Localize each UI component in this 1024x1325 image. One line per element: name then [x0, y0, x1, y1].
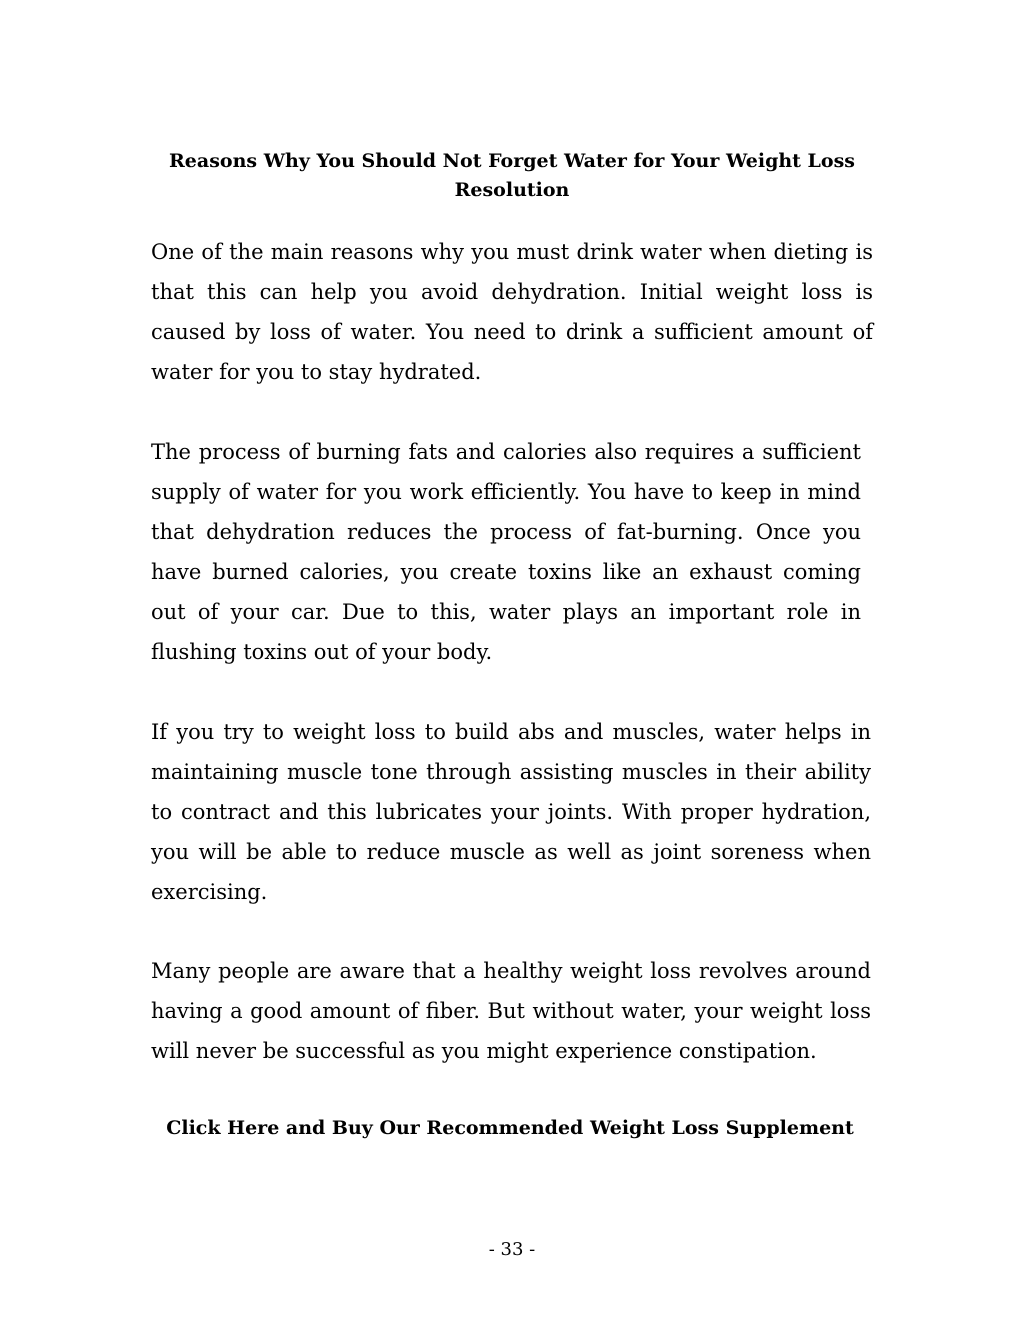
section-heading: Reasons Why You Should Not Forget Water for Your Weight Loss Resolution	[169, 150, 855, 201]
buy-supplement-link[interactable]: Click Here and Buy Our Recommended Weight Loss Supplement	[166, 1117, 854, 1139]
paragraph-fat-burning: The process of burning fats and calories also requires a sufficient supply of water for you work efficiently. You have to keep in mind that dehydration reduces the process of fat-burning. Once you have burned calories, you create toxins like an exhaust coming out of your car. Due to this, water plays an important role in flushing toxins out of your body.	[151, 440, 861, 664]
paragraph-fiber: Many people are aware that a healthy weight loss revolves around having a good amount of fiber. But without water, your weight loss will never be successful as you might experience constipation.	[151, 959, 871, 1063]
page-number: - 33 -	[488, 1239, 536, 1260]
paragraph-dehydration: One of the main reasons why you must drink water when dieting is that this can help you avoid dehydration. Initial weight loss is caused by loss of water. You need to drink a sufficient amount of water for you to stay hydrated.	[151, 240, 873, 384]
paragraph-muscles: If you try to weight loss to build abs and muscles, water helps in maintaining muscle tone through assisting muscles in their ability to contract and this lubricates your joints. With proper hydration, you will be able to reduce muscle as well as joint soreness when exercising.	[151, 720, 871, 904]
